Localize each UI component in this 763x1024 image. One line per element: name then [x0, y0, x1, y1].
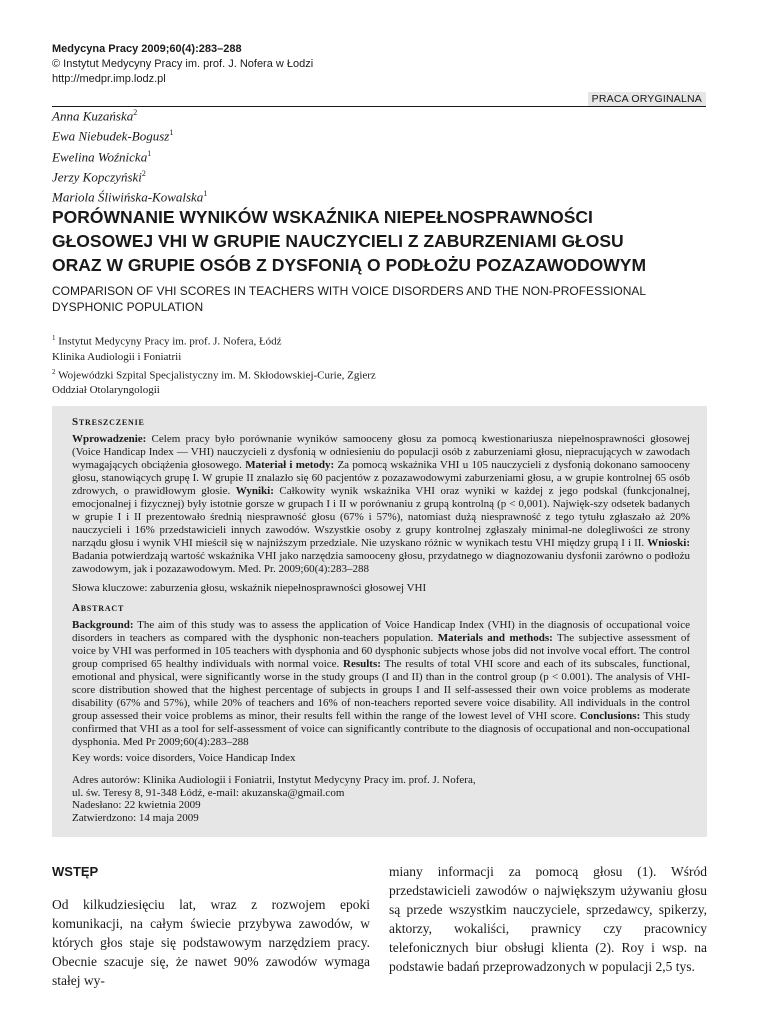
author: [52, 124, 207, 144]
abstract-background-label: Background:: [72, 619, 134, 631]
abstract-methods-label: Materials and methods:: [437, 632, 553, 644]
streszczenie-heading: Streszczenie: [72, 416, 145, 428]
streszczenie-methods-label: Materiał i metody:: [245, 459, 335, 471]
intro-heading: WSTĘP: [52, 864, 99, 879]
streszczenie-results-text: Całkowity wynik wskaźnika VHI oraz wyniki w każdej z jego podskal (funkcjonalnej, emocjonalnej i fizycznej) były istotnie gorsze w grupach I i II w porównaniu z grupą kontrolną (p < 0,001). Najwięk-szy odsetek badanych w grupie I i II prezentowało średnią niesprawność głosu (67% i 57%), natomiast dużą niesprawność z tego tytułu zgłaszało aż 20% nauczycieli i 16% przedstawicieli innych zawodów. Wszystkie osoby z grupy kontrolnej zgłaszały minimal-ne dolegliwości ze strony narządu głosu i wynik VHI mieścił się w najniższym przedziale. Nie uzyskano różnic w wynikach testu VHI między grupą I i II.: [72, 485, 690, 549]
affiliation-institution: Wojewódzki Szpital Specjalistyczny im. M. Skłodowskiej-Curie, Zgierz: [58, 369, 376, 382]
intro-column-left: Od kilkudziesięciu lat, wraz z rozwojem epoki komunikacji, na całym świecie przybywa zawodów, w których głos staje się podstawowym narzędziem pracy. Obecnie szacuje się, że nawet 90% zawodów wymaga stałej wy-: [52, 897, 370, 988]
accepted-date: Zatwierdzono: 14 maja 2009: [72, 811, 199, 824]
article-type-label: PRACA ORYGINALNA: [588, 92, 706, 106]
author-affiliation-marker: 1: [203, 189, 208, 199]
affiliation-department: Klinika Audiologii i Foniatrii: [52, 350, 182, 363]
author-affiliation-marker: 1: [147, 148, 152, 158]
abstract-heading: Abstract: [72, 602, 125, 614]
author-list: [52, 104, 207, 206]
abstract-body: [72, 619, 690, 749]
journal-title: Medycyna Pracy 2009;60(4):283–288: [52, 43, 242, 55]
author-name: Ewelina Woźnicka: [52, 148, 148, 164]
journal-copyright: © Instytut Medycyny Pracy im. prof. J. Nofera w Łodzi: [52, 58, 314, 70]
abstract-results-label: Results:: [343, 658, 381, 670]
title-polish-line: ORAZ W GRUPIE OSÓB Z DYSFONIĄ O PODŁOŻU POZAZAWODOWYM: [52, 255, 647, 275]
author: [52, 165, 207, 185]
received-date: Nadesłano: 22 kwietnia 2009: [72, 799, 201, 811]
streszczenie-intro-text: Celem pracy było porównanie wyników samooceny głosu za pomocą kwestionariusza niepełnosprawności głosowej (Voice Handicap Index — VHI) nauczycieli z dysfonią w odniesieniu do populacji osób z zaburzeniami głosu, niepracujących w zawodach wymagających obciążenia głosowego.: [72, 433, 690, 471]
author-name: Jerzy Kopczyński: [52, 169, 142, 185]
affiliation-marker: 1: [52, 334, 56, 342]
streszczenie-conclusions-text: Badania potwierdzają wartość wskaźnika VHI jako narzędzia samooceny głosu, przydatnego w diagnozowaniu dysfonii zarówno o podłożu zawodowym, jak i pozazawodowym. Med. Pr. 2009;60(4):283–288: [72, 550, 690, 575]
title-english-line: DYSPHONIC POPULATION: [52, 300, 204, 314]
author-affiliation-marker: 2: [141, 168, 146, 178]
streszczenie-methods-text: Za pomocą wskaźnika VHI u 105 nauczycieli z dysfonią dokonano samooceny głosu, stanowiących grupę I. W grupie II znalazło się 60 pacjentów z pozazawodowymi zaburzeniami głosu, a w grupie kontrolnej 65 osób zdrowych, o prawidłowym głosie.: [72, 459, 691, 497]
streszczenie-body: [72, 433, 690, 576]
abstract-conclusions-text: This study confirmed that VHI as a tool for self-assessment of voice can significantly contribute to the diagnosis of occupational and non-occupational dysphonia. Med Pr 2009;60(4):283–288: [72, 710, 690, 748]
title-polish-line: PORÓWNANIE WYNIKÓW WSKAŹNIKA NIEPEŁNOSPRAWNOŚCI: [52, 207, 593, 227]
streszczenie-results-label: Wyniki:: [235, 485, 274, 497]
intro-column-right: miany informacji za pomocą głosu (1). Wśród przedstawicieli zawodów o największym używaniu głosu są przede wszystkim nauczyciele, sprzedawcy, spikerzy, aktorzy, wokaliści, prawnicy czy pracownicy telefonicznych biur obsługi klienta (2). Roy i wsp. na podstawie badań przeprowadzonych w populacji 2,5 tys.: [389, 864, 707, 974]
affiliation-marker: 2: [52, 367, 56, 376]
author-name: Mariola Śliwińska-Kowalska: [52, 189, 204, 205]
author-affiliation-marker: 2: [133, 108, 138, 117]
affiliation-department: Oddział Otolaryngologii: [52, 384, 160, 397]
journal-url[interactable]: http://medpr.imp.lodz.pl: [52, 73, 166, 85]
author-affiliation-marker: 1: [169, 128, 174, 138]
address-line: ul. św. Teresy 8, 91-348 Łódź, e-mail: akuzanska@gmail.com: [72, 786, 345, 799]
abstract-methods-text: The subjective assessment of voice by VHI was performed in 105 teachers with dysphonia and 60 dysphonic subjects whose jobs did not involve vocal effort. The control group comprised 65 healthy individuals with normal voice.: [72, 632, 691, 670]
journal-header: [52, 42, 452, 87]
abstract-keywords: Key words: voice disorders, Voice Handicap Index: [72, 752, 296, 764]
streszczenie-intro-label: Wprowadzenie:: [72, 433, 147, 445]
author: [52, 104, 207, 124]
streszczenie-keywords: Słowa kluczowe: zaburzenia głosu, wskaźnik niepełnosprawności głosowej VHI: [72, 582, 427, 594]
address-line: Adres autorów: Klinika Audiologii i Foniatrii, Instytut Medycyny Pracy im. prof. J. Nofera,: [72, 774, 476, 786]
abstract-background-text: The aim of this study was to assess the application of Voice Handicap Index (VHI) in the diagnosis of occupational voice disorders in teachers as compared with the dysphonic non-teachers population.: [72, 619, 690, 644]
abstract-conclusions-label: Conclusions:: [579, 710, 641, 722]
abstract-results-text: The results of total VHI score and each of its subscales, functional, emotional and physical, were significantly worse in the study groups (I and II) than in the control group (p < 0.001). The analysis of VHI-score distribution showed that the highest percentage of subjects in groups I and II self-assessed their own voice problems as moderate disability (67% and 57%), while 20% of teachers and 16% of non-teachers reported severe voice disability. All individuals in the control group assessed their voice problems as minor, their results fell within the range of the lowest level of VHI score.: [72, 658, 690, 722]
title-english-line: COMPARISON OF VHI SCORES IN TEACHERS WITH VOICE DISORDERS AND THE NON-PROFESSIONAL: [52, 284, 647, 298]
affiliations: [52, 331, 376, 398]
author-name: Ewa Niebudek-Bogusz: [52, 128, 170, 144]
title-polish-line: GŁOSOWEJ VHI W GRUPIE NAUCZYCIELI Z ZABURZENIAMI GŁOSU: [52, 231, 624, 251]
title-polish: [52, 205, 712, 277]
affiliation-institution: Instytut Medycyny Pracy im. prof. J. Nofera, Łódź: [58, 335, 282, 348]
streszczenie-conclusions-label: Wnioski:: [647, 537, 690, 549]
author-address: [72, 774, 690, 824]
title-english: [52, 283, 652, 315]
abstract-box: [52, 406, 707, 837]
author: [52, 145, 207, 165]
author-name: Anna Kuzańska: [52, 108, 134, 124]
author: [52, 185, 207, 205]
